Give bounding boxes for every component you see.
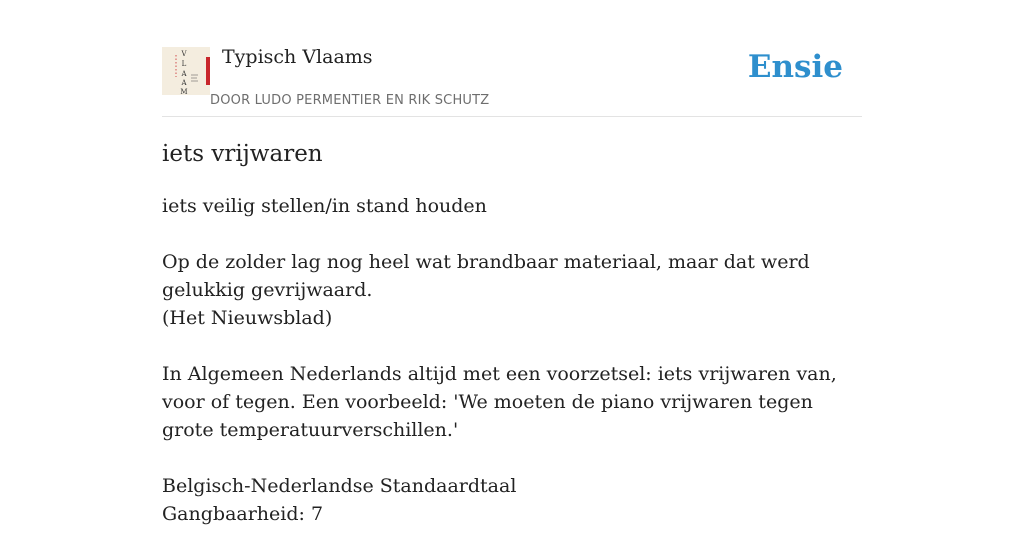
blog-title[interactable]: Typisch Vlaams <box>222 46 373 68</box>
entry-category: Belgisch-Nederlandse Standaardtaal <box>162 475 517 497</box>
entry-example-source: (Het Nieuwsblad) <box>162 307 333 329</box>
svg-text:M: M <box>180 88 188 96</box>
svg-text:V: V <box>181 50 187 58</box>
svg-text:A: A <box>181 79 187 87</box>
svg-text:L: L <box>181 60 187 68</box>
entry-definition: iets veilig stellen/in stand houden <box>162 195 487 217</box>
typisch-vlaams-logo-icon[interactable] <box>162 47 210 95</box>
entry-body <box>162 192 852 528</box>
entry-example-block <box>162 248 852 332</box>
author-byline: DOOR LUDO PERMENTIER EN RIK SCHUTZ <box>210 93 490 108</box>
entry <box>162 138 852 556</box>
entry-note: In Algemeen Nederlands altijd met een voorzetsel: iets vrijwaren van, voor of tegen. Een voorbeeld: 'We moeten de piano vrijwaren tegen grote temperatuurverschillen.' <box>162 363 837 441</box>
blog-header <box>162 44 862 117</box>
entry-example: Op de zolder lag nog heel wat brandbaar materiaal, maar dat werd gelukkig gevrijwaard. <box>162 251 810 301</box>
entry-category-block <box>162 472 852 528</box>
ensie-brand-link[interactable]: Ensie <box>747 49 843 85</box>
entry-title: iets vrijwaren <box>162 141 323 167</box>
svg-text:A: A <box>181 70 187 78</box>
entry-category-detail: Gangbaarheid: 7 <box>162 503 324 525</box>
